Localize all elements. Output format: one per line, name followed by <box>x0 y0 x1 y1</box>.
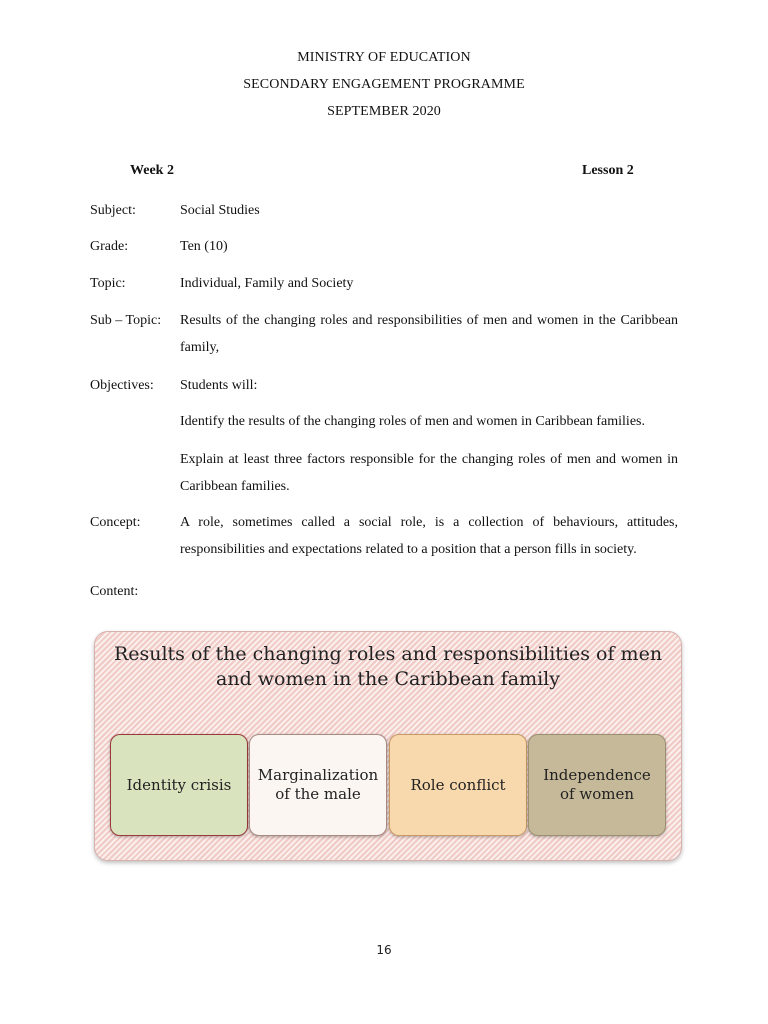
ministry-title: MINISTRY OF EDUCATION <box>297 50 471 65</box>
box-marginalization-of-the-male: Marginalization of the male <box>249 734 387 836</box>
grade-label: Grade: <box>90 239 129 254</box>
objectives-label: Objectives: <box>90 378 154 393</box>
grade-value: Ten (10) <box>180 239 228 254</box>
page-number: 16 <box>376 943 392 957</box>
objective-2: Explain at least three factors responsible for the changing roles of men and women in Caribbean families. <box>180 452 678 494</box>
date-title: SEPTEMBER 2020 <box>327 104 441 119</box>
subtopic-value: Results of the changing roles and responsibilities of men and women in the Caribbean family, <box>180 313 678 355</box>
box-role-conflict: Role conflict <box>389 734 527 836</box>
week-label: Week 2 <box>130 163 174 178</box>
subject-value: Social Studies <box>180 203 260 218</box>
diagram-title: Results of the changing roles and responsibilities of men and women in the Caribbean family <box>113 643 663 690</box>
lesson-label: Lesson 2 <box>582 163 634 178</box>
topic-label: Topic: <box>90 276 126 291</box>
results-diagram <box>94 631 682 861</box>
topic-value: Individual, Family and Society <box>180 276 354 291</box>
objectives-intro: Students will: <box>180 378 258 393</box>
subject-label: Subject: <box>90 203 136 218</box>
concept-label: Concept: <box>90 515 141 530</box>
subtopic-label: Sub – Topic: <box>90 313 162 328</box>
objective-1: Identify the results of the changing roles of men and women in Caribbean families. <box>180 414 645 429</box>
document-header <box>0 44 768 125</box>
programme-title: SECONDARY ENGAGEMENT PROGRAMME <box>243 77 525 92</box>
box-identity-crisis: Identity crisis <box>110 734 248 836</box>
content-label: Content: <box>90 584 139 599</box>
concept-value: A role, sometimes called a social role, is a collection of behaviours, attitudes, responsibilities and expectations related to a position that a person fills in society. <box>180 515 678 557</box>
box-independence-of-women: Independence of women <box>528 734 666 836</box>
